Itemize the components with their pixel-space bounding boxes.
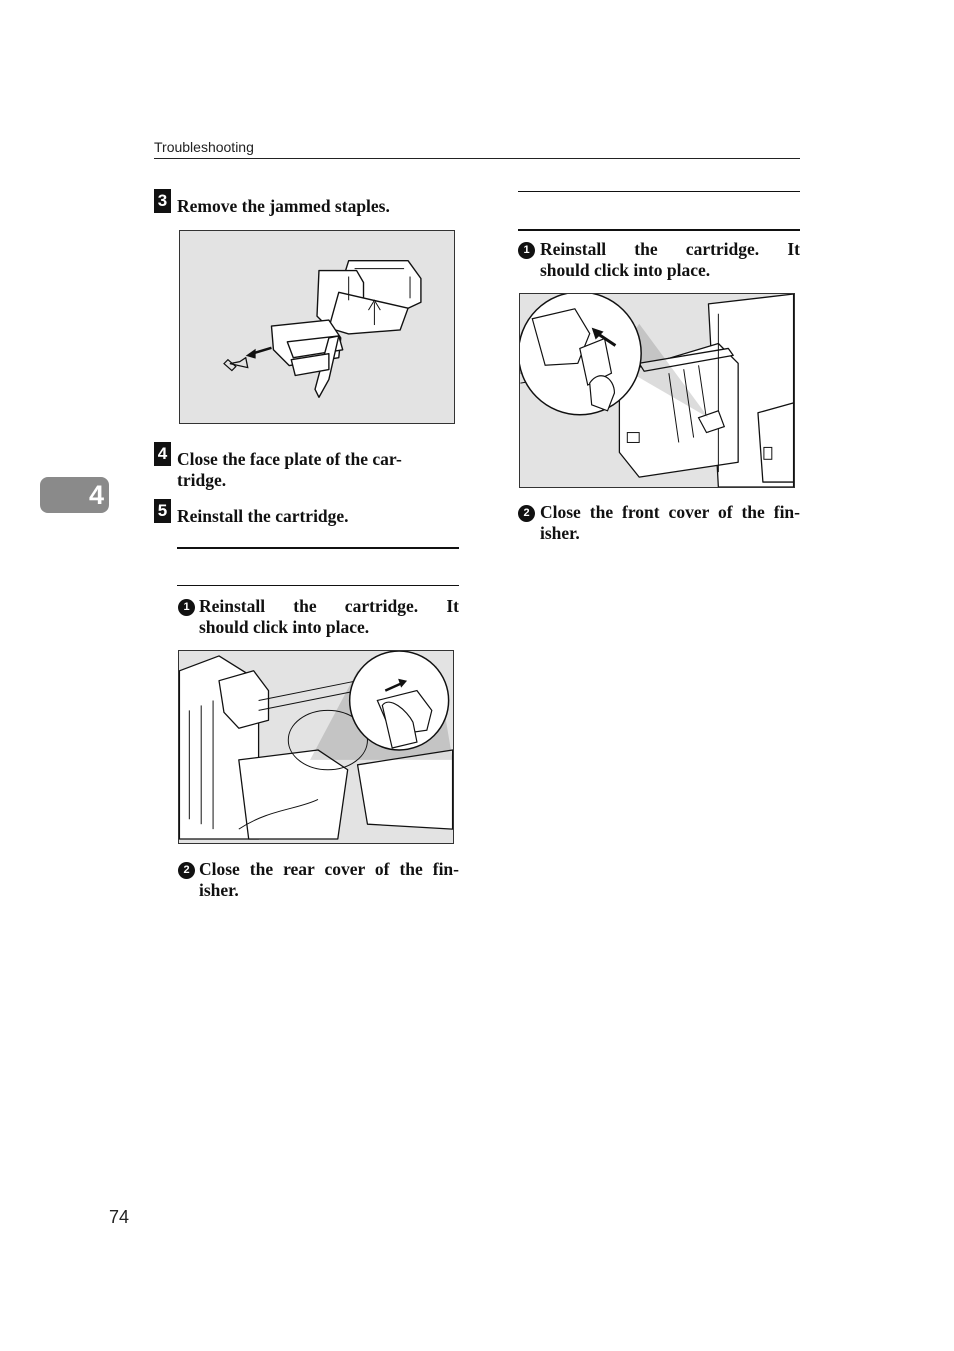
left-substep-1-line2: should click into place. <box>199 617 370 637</box>
figure-remove-staples <box>179 230 455 424</box>
section-rule-bottom-right <box>518 229 800 231</box>
figure-rear-cartridge <box>178 650 454 844</box>
step-3-badge: 3 <box>154 189 171 213</box>
right-substep-2-number: 2 <box>518 505 535 522</box>
step-4-badge: 4 <box>154 442 171 466</box>
step-5-text: Reinstall the cartridge. <box>177 506 349 526</box>
step-4-line2: tridge. <box>177 470 227 490</box>
step-3-text: Remove the jammed staples. <box>177 196 390 216</box>
step-5-badge: 5 <box>154 499 171 523</box>
right-substep-2-line2: isher. <box>540 523 580 543</box>
rear-finisher-illustration <box>179 651 453 843</box>
left-substep-2-number: 2 <box>178 862 195 879</box>
right-substep-2-line1: Close the front cover of the fin- <box>540 502 800 522</box>
right-substep-1-line1: Reinstall the cartridge. It <box>540 239 800 259</box>
left-substep-2-line2: isher. <box>199 880 239 900</box>
section-rule-top-left <box>177 547 459 549</box>
running-header: Troubleshooting <box>154 139 254 155</box>
left-substep-1-number: 1 <box>178 599 195 616</box>
header-rule <box>154 158 800 159</box>
staple-cartridge-illustration <box>180 231 454 423</box>
section-rule-bottom-left <box>177 585 459 586</box>
front-finisher-illustration <box>520 294 794 487</box>
right-substep-1-number: 1 <box>518 242 535 259</box>
left-substep-1-line1: Reinstall the cartridge. It <box>199 596 459 616</box>
figure-front-cartridge <box>519 293 795 488</box>
chapter-tab-number: 4 <box>88 480 104 510</box>
page-number: 74 <box>109 1207 130 1227</box>
right-substep-1-line2: should click into place. <box>540 260 711 280</box>
section-rule-top-right <box>518 191 800 192</box>
step-4-line1: Close the face plate of the car- <box>177 449 402 469</box>
left-substep-2-line1: Close the rear cover of the fin- <box>199 859 459 879</box>
